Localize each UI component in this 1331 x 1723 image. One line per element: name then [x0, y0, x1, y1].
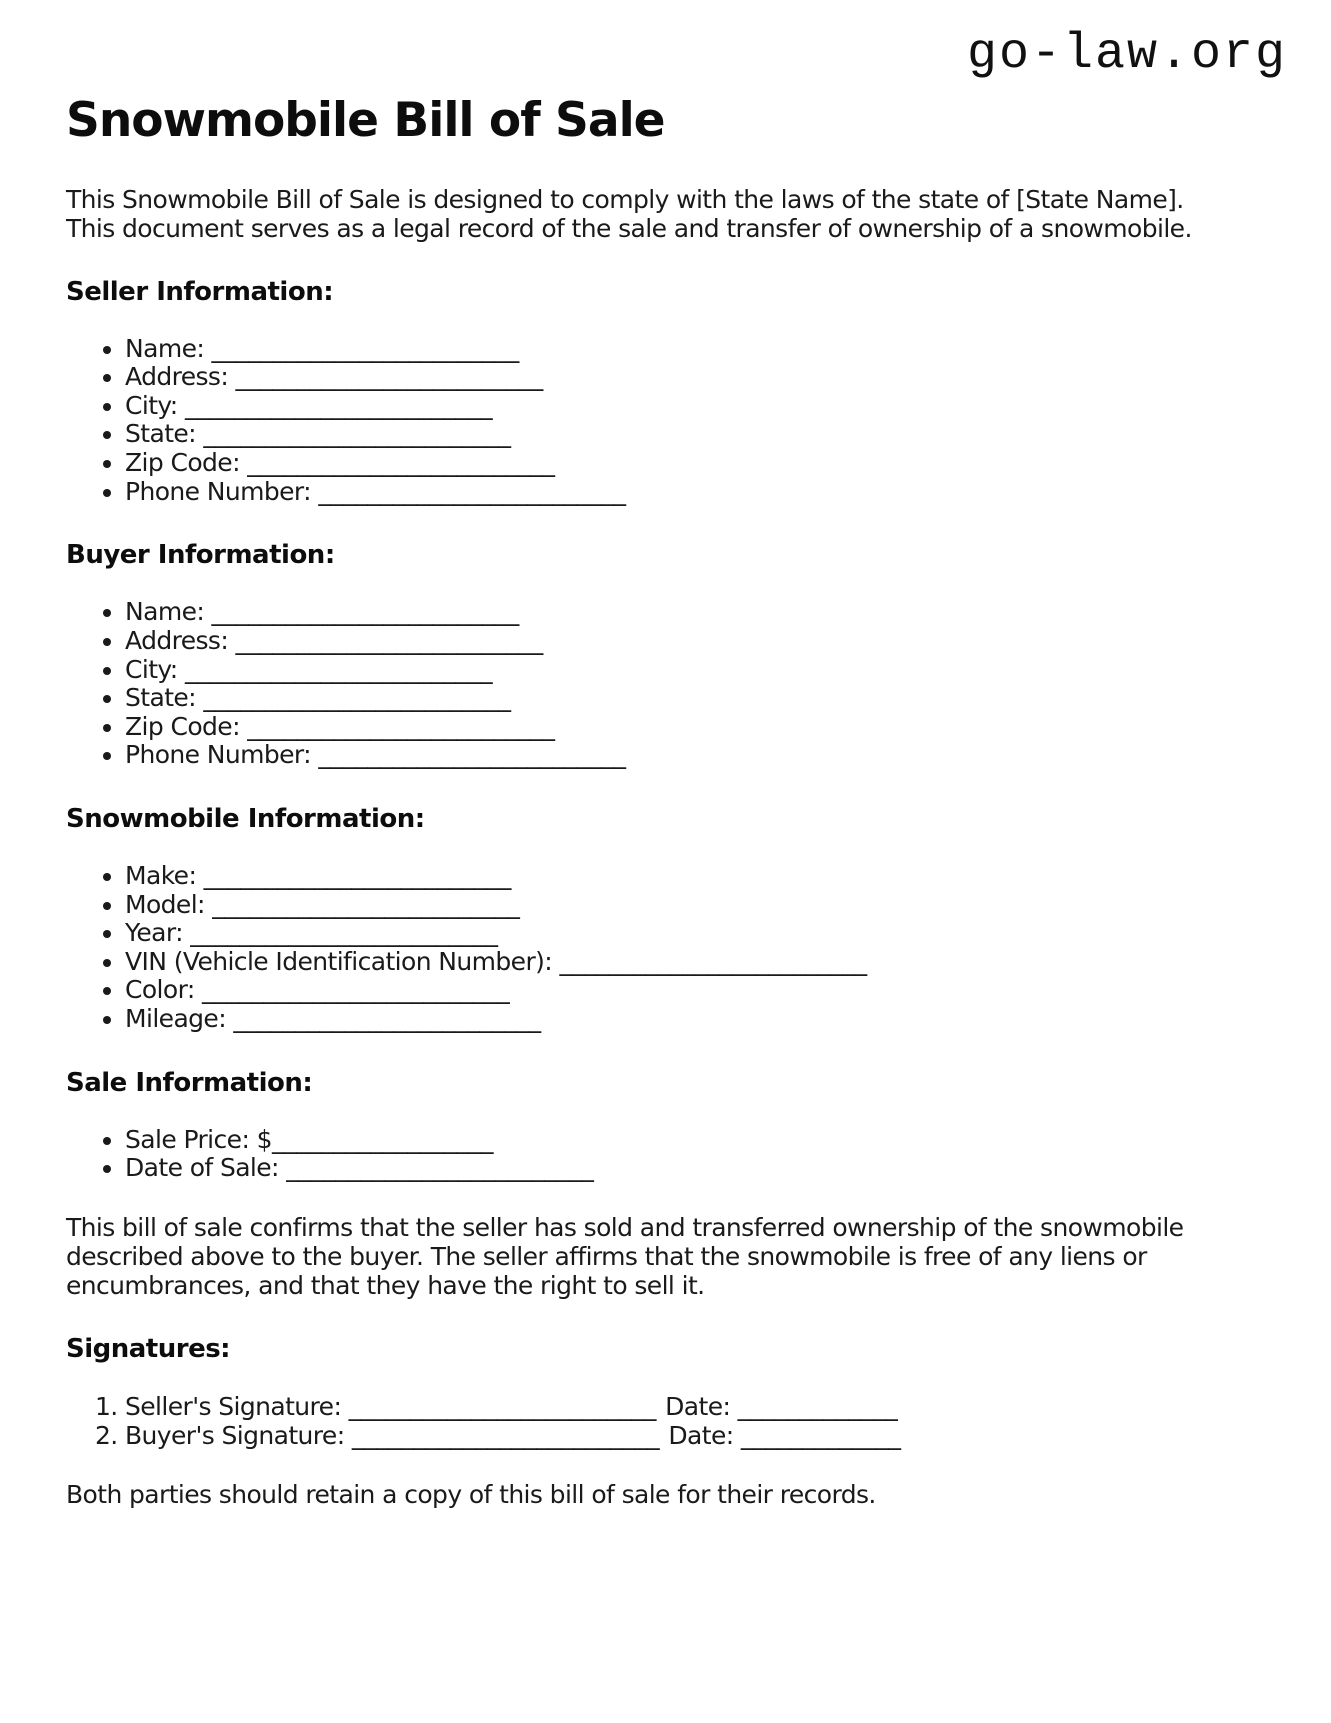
date-label: Date: [668, 1421, 741, 1451]
signature-line: _________________________ [348, 1392, 657, 1422]
field-label: Model: [125, 889, 213, 919]
field-item-date-of-sale [125, 1154, 1265, 1183]
field-label: State: [125, 419, 204, 449]
field-item-color [125, 976, 1265, 1005]
field-item-year [125, 919, 1265, 948]
fill-in-line: _________________________ [203, 419, 511, 449]
fill-in-line: _________________________ [233, 1004, 541, 1034]
field-item-buyer-name [125, 598, 1265, 627]
site-logo: go-law.org [966, 26, 1287, 83]
fill-in-line: _________________________ [235, 625, 544, 655]
fill-in-line: _________________________ [190, 918, 498, 948]
field-label: Year: [125, 918, 191, 948]
footer-note: Both parties should retain a copy of this bill of sale for their records. [66, 1480, 876, 1510]
field-item-seller-zip [125, 449, 1265, 478]
intro-paragraph: This Snowmobile Bill of Sale is designed to comply with the laws of the state of [State Name]. This document serves as a legal record of the sale and transfer of ownership of a snowmobile. [66, 184, 1192, 243]
document-title: Snowmobile Bill of Sale [66, 93, 665, 148]
signature-line: _________________________ [351, 1421, 660, 1451]
field-item-buyer-city [125, 656, 1265, 685]
field-label: VIN (Vehicle Identification Number): [125, 946, 560, 976]
field-item-mileage [125, 1005, 1265, 1034]
field-item-buyer-zip [125, 713, 1265, 742]
fill-in-line: _________________________ [247, 711, 555, 741]
date-line: _____________ [737, 1392, 898, 1422]
fill-in-line: _________________________ [235, 362, 544, 392]
field-item-seller-state [125, 420, 1265, 449]
fill-in-line: _________________________ [286, 1153, 594, 1183]
fill-in-line: _________________________ [211, 333, 520, 363]
field-item-seller-city [125, 392, 1265, 421]
field-label: Name: [125, 597, 212, 627]
fill-in-line: _________________________ [212, 889, 520, 919]
fill-in-line: _________________________ [318, 476, 626, 506]
field-label: City: [125, 390, 185, 420]
fill-in-line: _________________________ [203, 683, 511, 713]
date-line: _____________ [740, 1421, 901, 1451]
signature-label: Buyer's Signature: [125, 1421, 352, 1451]
field-label: Phone Number: [125, 740, 319, 770]
fill-in-line: _________________________ [211, 597, 520, 627]
field-label: State: [125, 683, 204, 713]
field-item-seller-address [125, 363, 1265, 392]
section-heading-snowmobile: Snowmobile Information: [66, 803, 425, 834]
field-item-buyer-address [125, 627, 1265, 656]
snowmobile-fields-list [66, 862, 1265, 1034]
sale-fields-list [66, 1126, 1265, 1183]
signature-item-buyer [125, 1421, 1265, 1450]
field-label: Make: [125, 861, 204, 891]
fill-in-line: _________________________ [318, 740, 626, 770]
seller-fields-list [66, 335, 1265, 507]
signature-label: Seller's Signature: [125, 1392, 349, 1422]
confirmation-paragraph: This bill of sale confirms that the seller has sold and transferred ownership of the snowmobile described above to the buyer. The seller affirms that the snowmobile is free of any liens or encumbrances, and that they have the right to sell it. [66, 1213, 1184, 1301]
field-label: Zip Code: [125, 711, 248, 741]
section-heading-signatures: Signatures: [66, 1334, 231, 1365]
date-label: Date: [665, 1392, 738, 1422]
field-label: Zip Code: [125, 448, 248, 478]
fill-in-line: _________________________ [184, 654, 493, 684]
fill-in-line: _________________________ [202, 975, 510, 1005]
field-label: Address: [125, 362, 236, 392]
signatures-list [66, 1392, 1265, 1450]
field-label: Sale Price: $ [125, 1124, 272, 1154]
field-label: Mileage: [125, 1004, 234, 1034]
fill-in-line: _________________________ [559, 946, 867, 976]
field-label: Date of Sale: [125, 1153, 287, 1183]
section-heading-sale: Sale Information: [66, 1067, 313, 1098]
signature-item-seller [125, 1392, 1265, 1421]
field-item-model [125, 891, 1265, 920]
field-item-sale-price [125, 1126, 1265, 1155]
field-label: Name: [125, 333, 212, 363]
field-item-make [125, 862, 1265, 891]
field-item-seller-name [125, 335, 1265, 364]
section-heading-seller: Seller Information: [66, 276, 334, 307]
section-heading-buyer: Buyer Information: [66, 540, 335, 571]
fill-in-line: _________________________ [203, 861, 512, 891]
field-label: Address: [125, 625, 236, 655]
field-item-seller-phone [125, 478, 1265, 507]
fill-in-line: _________________________ [184, 390, 493, 420]
field-item-buyer-phone [125, 741, 1265, 770]
buyer-fields-list [66, 598, 1265, 770]
field-label: Phone Number: [125, 476, 319, 506]
fill-in-line: __________________ [271, 1124, 494, 1154]
field-label: Color: [125, 975, 203, 1005]
field-item-buyer-state [125, 684, 1265, 713]
field-item-vin [125, 948, 1265, 977]
field-label: City: [125, 654, 185, 684]
fill-in-line: _________________________ [247, 448, 555, 478]
